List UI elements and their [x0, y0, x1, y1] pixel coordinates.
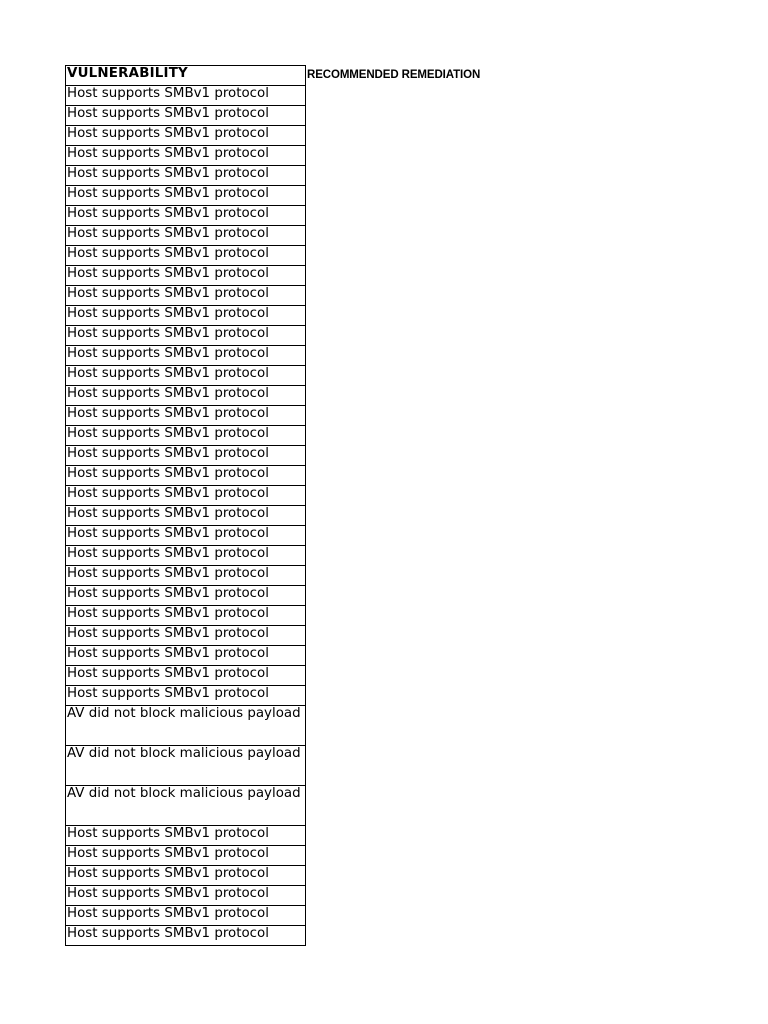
table-row — [66, 326, 306, 346]
table-row — [66, 746, 306, 786]
vulnerability-cell[interactable]: Host supports SMBv1 protocol — [66, 186, 306, 206]
table-row — [66, 306, 306, 326]
vulnerability-cell[interactable]: Host supports SMBv1 protocol — [66, 606, 306, 626]
vulnerability-cell[interactable]: Host supports SMBv1 protocol — [66, 406, 306, 426]
vulnerability-cell[interactable]: Host supports SMBv1 protocol — [66, 486, 306, 506]
table-row — [66, 266, 306, 286]
table-row — [66, 426, 306, 446]
vulnerability-cell[interactable]: Host supports SMBv1 protocol — [66, 86, 306, 106]
table-row — [66, 106, 306, 126]
vulnerability-cell[interactable]: Host supports SMBv1 protocol — [66, 326, 306, 346]
vulnerability-cell[interactable]: AV did not block malicious payload — [66, 746, 306, 786]
table-row — [66, 126, 306, 146]
table-row — [66, 286, 306, 306]
vulnerability-cell[interactable]: Host supports SMBv1 protocol — [66, 686, 306, 706]
vulnerability-cell[interactable]: Host supports SMBv1 protocol — [66, 366, 306, 386]
vulnerability-cell[interactable]: Host supports SMBv1 protocol — [66, 906, 306, 926]
vulnerability-table — [65, 65, 306, 946]
vulnerability-cell[interactable]: AV did not block malicious payload — [66, 786, 306, 826]
table-row — [66, 206, 306, 226]
spreadsheet-page — [65, 65, 306, 946]
vulnerability-cell[interactable]: Host supports SMBv1 protocol — [66, 346, 306, 366]
vulnerability-cell[interactable]: Host supports SMBv1 protocol — [66, 166, 306, 186]
table-row — [66, 386, 306, 406]
table-row — [66, 606, 306, 626]
table-header-row — [66, 66, 306, 86]
table-row — [66, 626, 306, 646]
vulnerability-cell[interactable]: Host supports SMBv1 protocol — [66, 566, 306, 586]
table-body — [66, 86, 306, 946]
table-row — [66, 166, 306, 186]
table-row — [66, 906, 306, 926]
vulnerability-column-header[interactable]: VULNERABILITY — [66, 66, 306, 86]
vulnerability-cell[interactable]: Host supports SMBv1 protocol — [66, 446, 306, 466]
table-row — [66, 886, 306, 906]
vulnerability-cell[interactable]: Host supports SMBv1 protocol — [66, 866, 306, 886]
table-row — [66, 846, 306, 866]
table-row — [66, 546, 306, 566]
vulnerability-cell[interactable]: Host supports SMBv1 protocol — [66, 306, 306, 326]
table-row — [66, 366, 306, 386]
vulnerability-cell[interactable]: Host supports SMBv1 protocol — [66, 426, 306, 446]
table-row — [66, 466, 306, 486]
table-row — [66, 226, 306, 246]
table-row — [66, 506, 306, 526]
vulnerability-cell[interactable]: Host supports SMBv1 protocol — [66, 846, 306, 866]
table-row — [66, 666, 306, 686]
vulnerability-cell[interactable]: Host supports SMBv1 protocol — [66, 526, 306, 546]
vulnerability-cell[interactable]: AV did not block malicious payload — [66, 706, 306, 746]
vulnerability-cell[interactable]: Host supports SMBv1 protocol — [66, 666, 306, 686]
vulnerability-cell[interactable]: Host supports SMBv1 protocol — [66, 586, 306, 606]
table-row — [66, 246, 306, 266]
vulnerability-cell[interactable]: Host supports SMBv1 protocol — [66, 646, 306, 666]
table-row — [66, 586, 306, 606]
table-row — [66, 526, 306, 546]
table-row — [66, 566, 306, 586]
table-row — [66, 646, 306, 666]
table-row — [66, 826, 306, 846]
table-row — [66, 186, 306, 206]
vulnerability-cell[interactable]: Host supports SMBv1 protocol — [66, 146, 306, 166]
remediation-column-header[interactable]: RECOMMENDED REMEDIATION — [307, 69, 481, 81]
vulnerability-cell[interactable]: Host supports SMBv1 protocol — [66, 886, 306, 906]
vulnerability-cell[interactable]: Host supports SMBv1 protocol — [66, 546, 306, 566]
vulnerability-cell[interactable]: Host supports SMBv1 protocol — [66, 506, 306, 526]
table-row — [66, 866, 306, 886]
vulnerability-cell[interactable]: Host supports SMBv1 protocol — [66, 626, 306, 646]
vulnerability-cell[interactable]: Host supports SMBv1 protocol — [66, 826, 306, 846]
table-row — [66, 406, 306, 426]
table-row — [66, 346, 306, 366]
table-row — [66, 786, 306, 826]
table-row — [66, 86, 306, 106]
vulnerability-cell[interactable]: Host supports SMBv1 protocol — [66, 246, 306, 266]
vulnerability-cell[interactable]: Host supports SMBv1 protocol — [66, 226, 306, 246]
vulnerability-cell[interactable]: Host supports SMBv1 protocol — [66, 106, 306, 126]
vulnerability-cell[interactable]: Host supports SMBv1 protocol — [66, 206, 306, 226]
vulnerability-cell[interactable]: Host supports SMBv1 protocol — [66, 466, 306, 486]
table-row — [66, 926, 306, 946]
vulnerability-cell[interactable]: Host supports SMBv1 protocol — [66, 126, 306, 146]
table-row — [66, 486, 306, 506]
vulnerability-cell[interactable]: Host supports SMBv1 protocol — [66, 286, 306, 306]
table-row — [66, 706, 306, 746]
table-row — [66, 446, 306, 466]
vulnerability-cell[interactable]: Host supports SMBv1 protocol — [66, 386, 306, 406]
vulnerability-cell[interactable]: Host supports SMBv1 protocol — [66, 926, 306, 946]
table-row — [66, 686, 306, 706]
table-row — [66, 146, 306, 166]
vulnerability-cell[interactable]: Host supports SMBv1 protocol — [66, 266, 306, 286]
